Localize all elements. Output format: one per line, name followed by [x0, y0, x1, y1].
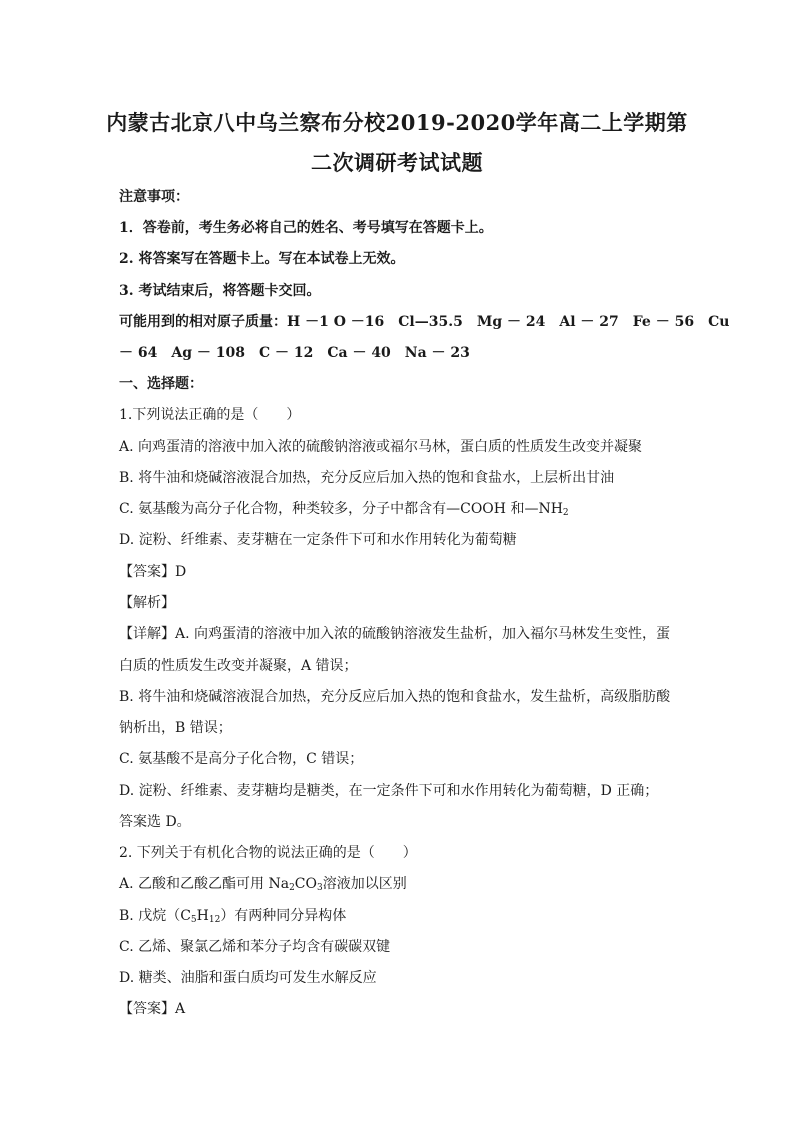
- q1-option-c: [119, 498, 569, 518]
- note-3: 3. 考试结束后，将答题卡交回。: [119, 283, 321, 299]
- q2-answer: 【答案】A: [119, 1001, 186, 1017]
- q2-option-c: C. 乙烯、聚氯乙烯和苯分子均含有碳碳双键: [119, 939, 391, 955]
- q2-option-d: D. 糖类、油脂和蛋白质均可发生水解反应: [119, 970, 377, 986]
- q2-option-a: [119, 873, 407, 893]
- q2-option-a-suffix: 溶液加以区别: [322, 876, 407, 892]
- q1-answer: 【答案】D: [119, 564, 187, 580]
- q2-stem: 2. 下列关于有机化合物的说法正确的是（ ）: [119, 845, 417, 861]
- q2-option-a-subscript-1: 2: [289, 883, 295, 893]
- notes-heading: 注意事项：: [119, 189, 189, 205]
- q1-option-a: A. 向鸡蛋清的溶液中加入浓的硫酸钠溶液或福尔马林，蛋白质的性质发生改变并凝聚: [119, 439, 643, 455]
- q1-detail-line-2: 白质的性质发生改变并凝聚，A 错误；: [119, 658, 358, 674]
- atomic-mass-line-2: － 64 Ag － 108 C － 12 Ca － 40 Na － 23: [119, 345, 470, 361]
- q1-detail-line-1: [119, 623, 670, 643]
- q1-detail-line-5: C. 氨基酸不是高分子化合物，C 错误；: [119, 751, 364, 767]
- q1-option-c-text: C. 氨基酸为高分子化合物，种类较多，分子中都含有—COOH 和—NH: [119, 501, 563, 517]
- q2-option-b-suffix: ）有两种同分异构体: [220, 908, 347, 924]
- q1-detail-tag: 【详解】: [119, 626, 175, 642]
- q2-option-b-subscript-2: 12: [208, 915, 221, 925]
- q1-option-d: D. 淀粉、纤维素、麦芽糖在一定条件下可和水作用转化为葡萄糖: [119, 532, 517, 548]
- title-line-1: 内蒙古北京八中乌兰察布分校2019-2020学年高二上学期第: [106, 110, 688, 135]
- note-2: 2. 将答案写在答题卡上。写在本试卷上无效。: [119, 251, 405, 267]
- q2-option-a-text: A. 乙酸和乙酸乙酯可用 Na: [119, 876, 290, 892]
- q1-detail-line-6: D. 淀粉、纤维素、麦芽糖均是糖类，在一定条件下可和水作用转化为葡萄糖，D 正确；: [119, 783, 659, 799]
- q2-option-b-subscript-1: 5: [190, 915, 197, 925]
- q2-option-b: [119, 905, 346, 925]
- q2-option-a-subscript-2: 3: [317, 883, 323, 893]
- q1-option-b: B. 将牛油和烧碱溶液混合加热，充分反应后加入热的饱和食盐水，上层析出甘油: [119, 470, 615, 486]
- q1-detail-line-7: 答案选 D。: [119, 814, 191, 830]
- q1-stem: 1.下列说法正确的是（ ）: [119, 407, 301, 423]
- q2-option-a-formula: CO: [294, 876, 317, 892]
- q1-detail-line-3: B. 将牛油和烧碱溶液混合加热，充分反应后加入热的饱和食盐水，发生盐析，高级脂肪酸: [119, 689, 671, 705]
- note-1: 1．答卷前，考生务必将自己的姓名、考号填写在答题卡上。: [119, 220, 493, 236]
- q1-option-c-subscript: 2: [562, 508, 569, 518]
- q2-option-b-text: B. 戊烷（C: [119, 908, 191, 924]
- q2-option-b-formula: H: [196, 908, 209, 924]
- q1-detail-line-4: 钠析出，B 错误；: [119, 720, 232, 736]
- section-heading: 一、选择题：: [119, 376, 203, 392]
- q1-detail-text-1: A. 向鸡蛋清的溶液中加入浓的硫酸钠溶液发生盐析，加入福尔马林发生变性，蛋: [175, 626, 671, 642]
- atomic-mass-line-1: 可能用到的相对原子质量：H －1 O －16 Cl—35.5 Mg － 24 Al － 27 Fe － 56 Cu: [119, 314, 730, 330]
- title-line-2: 二次调研考试试题: [311, 150, 483, 175]
- q1-analysis-label: 【解析】: [119, 595, 175, 611]
